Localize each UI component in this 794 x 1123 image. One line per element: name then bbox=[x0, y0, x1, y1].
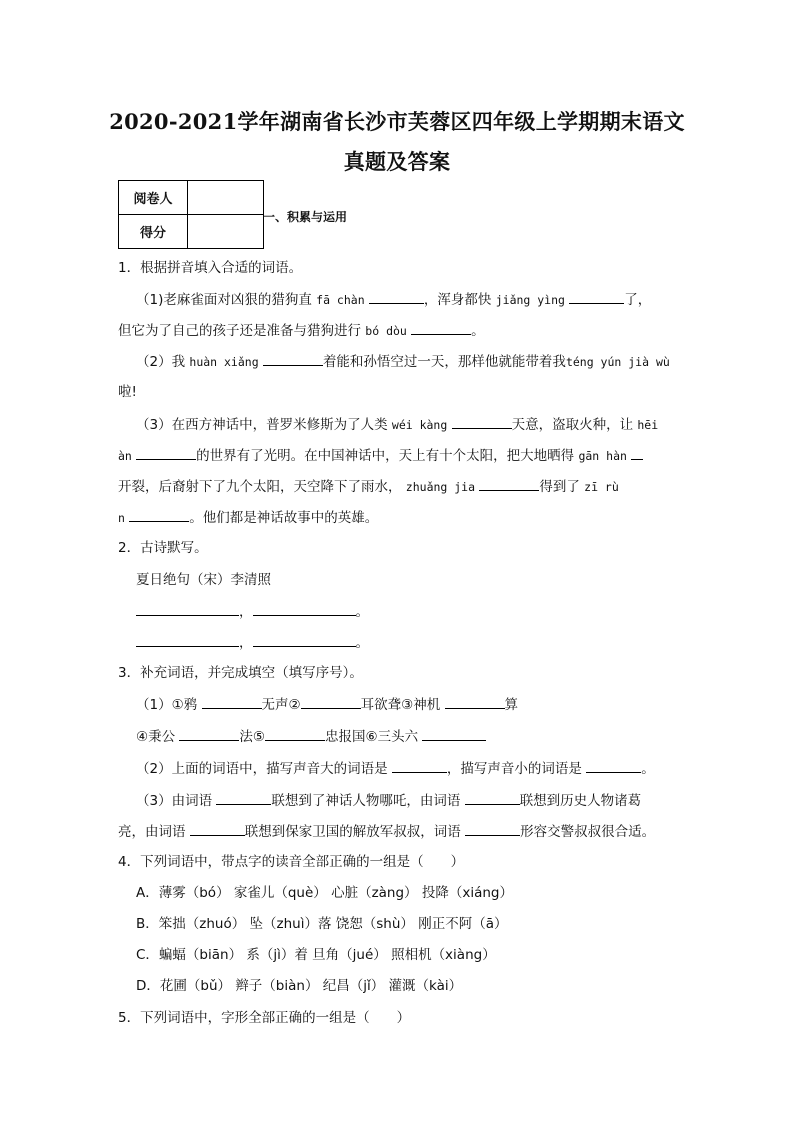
q3-stem: 3．补充词语，并完成填空（填写序号）。 bbox=[118, 665, 363, 681]
section-heading: 一、积累与运用 bbox=[263, 210, 348, 224]
q1-p3-text-a: （3）在西方神话中，普罗米修斯为了人类 bbox=[136, 417, 388, 433]
answer-blank[interactable] bbox=[129, 507, 189, 522]
poem-blank[interactable] bbox=[136, 632, 239, 647]
q1-p2-text-a: （2）我 bbox=[136, 354, 186, 370]
q3-p1-line2 bbox=[136, 726, 486, 747]
pinyin: àn bbox=[118, 449, 132, 463]
q1-p2-text-b: 着能和孙悟空过一天，那样他就能带着我 bbox=[322, 354, 566, 370]
q1-p3-line2 bbox=[118, 445, 643, 466]
pinyin: bó dòu bbox=[365, 324, 407, 338]
poem-blank[interactable] bbox=[136, 601, 239, 616]
q1-p2-line1 bbox=[136, 351, 670, 372]
q3-text: 忠报国⑥三头六 bbox=[325, 729, 419, 745]
q1-p3-line1 bbox=[136, 414, 658, 435]
q3-text: 亮，由词语 bbox=[118, 824, 186, 840]
answer-blank[interactable] bbox=[179, 726, 239, 741]
document-title: 2020-2021学年湖南省长沙市芙蓉区四年级上学期期末语文 bbox=[109, 109, 685, 134]
answer-blank[interactable] bbox=[422, 726, 486, 741]
answer-blank[interactable] bbox=[586, 758, 641, 773]
q3-text: 联想到保家卫国的解放军叔叔，词语 bbox=[244, 824, 461, 840]
reviewer-cell[interactable] bbox=[188, 181, 264, 215]
answer-blank[interactable] bbox=[263, 351, 323, 366]
score-label: 得分 bbox=[119, 215, 188, 249]
pinyin: hēi bbox=[637, 418, 659, 432]
q3-text: （2）上面的词语中，描写声音大的词语是 bbox=[136, 761, 388, 777]
pinyin: zī rù bbox=[584, 480, 619, 494]
answer-blank[interactable] bbox=[445, 694, 505, 709]
pinyin: n bbox=[118, 511, 125, 525]
q3-p2 bbox=[136, 758, 655, 779]
period: 。 bbox=[355, 604, 369, 620]
answer-blank[interactable] bbox=[202, 694, 262, 709]
pinyin: jiǎng yìng bbox=[495, 293, 565, 307]
pinyin: zhuǎng jia bbox=[405, 480, 476, 494]
q4-option-d[interactable]: D．花圃（bǔ） 辫子（biàn） 纪昌（jǐ） 灌溉（kài） bbox=[136, 978, 463, 994]
q1-p3-text-f: 。他们都是神话故事中的英雄。 bbox=[189, 510, 379, 526]
q3-text: 联想到历史人物诸葛 bbox=[519, 793, 642, 809]
q3-text: ④秉公 bbox=[136, 729, 176, 745]
period: 。 bbox=[355, 635, 369, 651]
poem-blank[interactable] bbox=[253, 632, 356, 647]
poem-title: 夏日绝句（宋）李清照 bbox=[136, 572, 271, 588]
answer-blank[interactable] bbox=[392, 758, 447, 773]
q1-p1-text-a: （1)老麻雀面对凶狠的猎狗直 bbox=[136, 292, 312, 308]
poem-blank[interactable] bbox=[253, 601, 356, 616]
q1-p1-text-c: 了， bbox=[624, 292, 652, 308]
q1-p1-text-b: ，浑身都快 bbox=[423, 292, 492, 308]
pinyin: wéi kàng bbox=[391, 418, 448, 432]
q3-text: 联想到了神话人物哪吒，由词语 bbox=[271, 793, 461, 809]
q3-p1-line1 bbox=[136, 694, 518, 715]
score-cell[interactable] bbox=[188, 215, 264, 249]
q4-option-b[interactable]: B．笨拙（zhuó） 坠（zhuì）落 饶恕（shù） 刚正不阿（ā） bbox=[136, 916, 508, 932]
pinyin: fā chàn bbox=[316, 293, 365, 307]
q1-stem: 1．根据拼音填入合适的词语。 bbox=[118, 260, 303, 276]
poem-line1 bbox=[136, 601, 369, 622]
answer-blank[interactable] bbox=[631, 445, 643, 460]
q3-text: 耳欲聋③神机 bbox=[360, 697, 441, 713]
q1-p3-line3 bbox=[118, 476, 619, 497]
q1-p3-text-b: 天意，盗取火种，让 bbox=[511, 417, 634, 433]
q3-text: 形容交警叔叔很合适。 bbox=[520, 824, 656, 840]
answer-blank[interactable] bbox=[190, 821, 245, 836]
answer-blank[interactable] bbox=[569, 289, 624, 304]
q1-p1-line1 bbox=[136, 289, 651, 310]
q3-text: 法⑤ bbox=[239, 729, 266, 745]
q3-text: （1）①鸦 bbox=[136, 697, 198, 713]
comma: ， bbox=[239, 635, 253, 651]
q3-text: 。 bbox=[641, 761, 655, 777]
q3-text: ，描写声音小的词语是 bbox=[446, 761, 582, 777]
q4-stem: 4．下列词语中，带点字的读音全部正确的一组是（ ） bbox=[118, 854, 465, 870]
answer-blank[interactable] bbox=[452, 414, 512, 429]
answer-blank[interactable] bbox=[136, 445, 196, 460]
q1-p3-line4 bbox=[118, 507, 378, 528]
reviewer-label: 阅卷人 bbox=[119, 181, 188, 215]
q1-p3-text-e: 得到了 bbox=[539, 479, 580, 495]
answer-blank[interactable] bbox=[465, 790, 520, 805]
q1-p2-line2: 啦! bbox=[118, 384, 137, 400]
answer-blank[interactable] bbox=[369, 289, 424, 304]
answer-blank[interactable] bbox=[479, 476, 539, 491]
score-table bbox=[118, 180, 264, 249]
q3-text: （3）由词语 bbox=[136, 793, 213, 809]
pinyin: téng yún jià wù bbox=[565, 355, 670, 369]
q1-p1-text-e: 。 bbox=[471, 323, 485, 339]
pinyin: huàn xiǎng bbox=[189, 355, 259, 369]
answer-blank[interactable] bbox=[465, 821, 520, 836]
answer-blank[interactable] bbox=[411, 320, 471, 335]
q1-p1-line2 bbox=[118, 320, 485, 341]
q3-p3-line1 bbox=[136, 790, 641, 811]
answer-blank[interactable] bbox=[216, 790, 271, 805]
q2-stem: 2．古诗默写。 bbox=[118, 540, 208, 556]
poem-line2 bbox=[136, 632, 369, 653]
q1-p3-text-c: 的世界有了光明。在中国神话中，天上有十个太阳，把大地晒得 bbox=[196, 448, 575, 464]
q5-stem: 5．下列词语中，字形全部正确的一组是（ ） bbox=[118, 1010, 411, 1026]
q4-option-a[interactable]: A．薄雾（bó） 家雀儿（què） 心脏（zàng） 投降（xiáng） bbox=[136, 885, 513, 901]
q3-text: 算 bbox=[504, 697, 519, 713]
q1-p1-text-d: 但它为了自己的孩子还是准备与猎狗进行 bbox=[118, 323, 361, 339]
q1-p3-text-d: 开裂，后裔射下了九个太阳，天空降下了雨水， bbox=[118, 479, 402, 495]
document-title-line2: 真题及答案 bbox=[343, 149, 451, 174]
q4-option-c[interactable]: C．蝙蝠（biān） 系（jì）着 旦角（jué） 照相机（xiàng） bbox=[136, 947, 496, 963]
answer-blank[interactable] bbox=[301, 694, 361, 709]
answer-blank[interactable] bbox=[265, 726, 325, 741]
pinyin: gān hàn bbox=[578, 449, 627, 463]
q3-p3-line2 bbox=[118, 821, 655, 842]
q3-text: 无声② bbox=[261, 697, 301, 713]
comma: ， bbox=[239, 604, 253, 620]
